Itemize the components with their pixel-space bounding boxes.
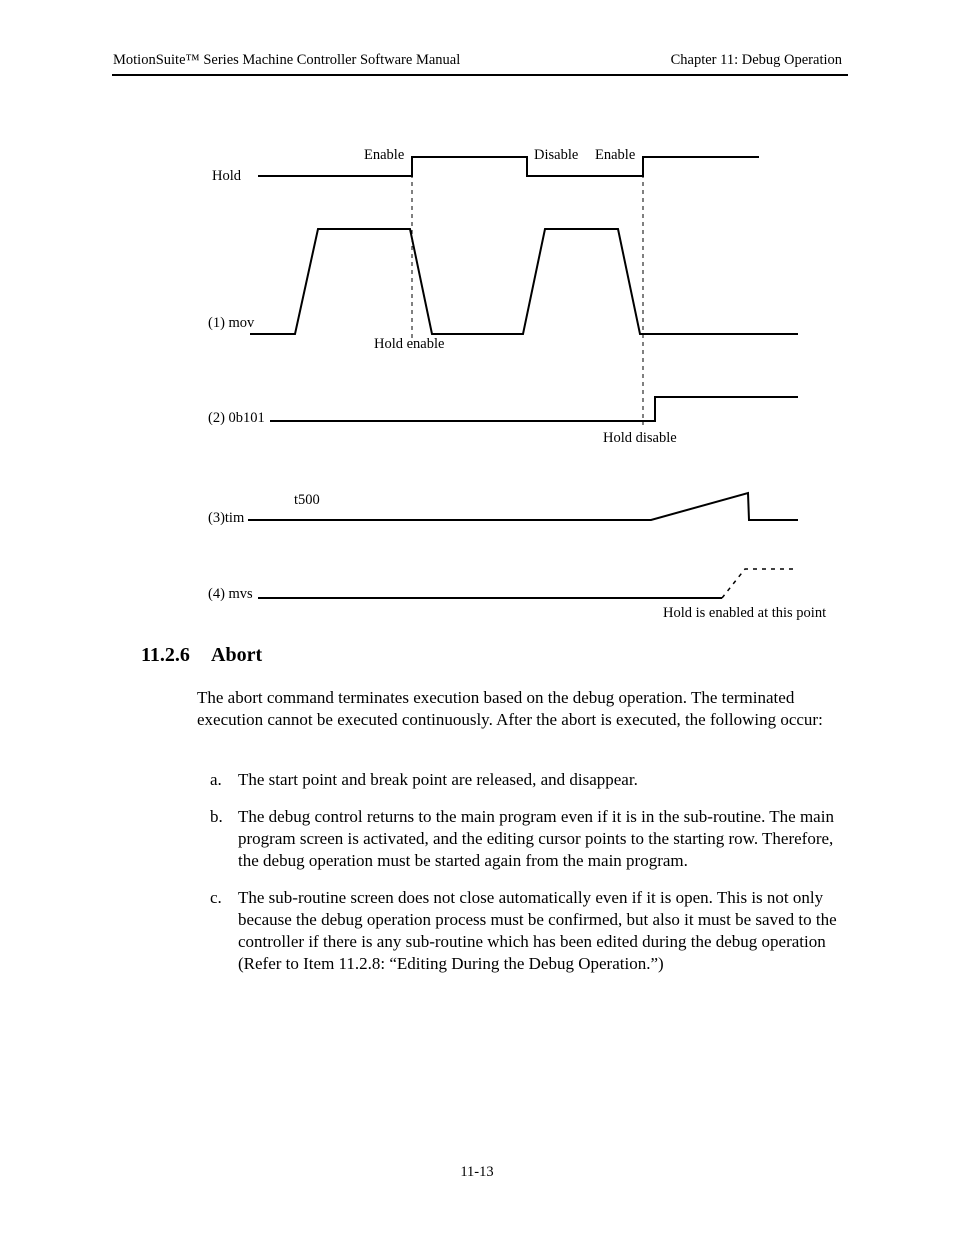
list-item-text: The start point and break point are released, and disappear.: [238, 770, 638, 789]
intro-paragraph: The abort command terminates execution based on the debug operation. The terminated execution cannot be executed continuously. After the abort is executed, the following occur:: [197, 688, 823, 729]
list-marker: c.: [210, 888, 222, 907]
label-t500: t500: [294, 492, 320, 508]
list-item: [210, 806, 850, 872]
page-number: 11-13: [460, 1164, 494, 1180]
abort-effects-list: [210, 769, 850, 990]
label-hold-point: Hold is enabled at this point: [663, 605, 827, 621]
label-tim: (3)tim: [208, 510, 245, 526]
label-hold-disable: Hold disable: [603, 430, 677, 446]
mvs-dashed-line: [722, 569, 798, 598]
label-hold-enable: Hold enable: [374, 336, 445, 352]
section-number: 11.2.6: [141, 644, 190, 666]
list-marker: b.: [210, 807, 223, 826]
section-heading: [141, 644, 262, 667]
list-item: [210, 769, 850, 791]
list-item-text: The sub-routine screen does not close automatically even if it is open. This is not only because the debug operation process must be confirmed, but also it must be saved to the controller if there is any sub-routine which has been edited during the debug operation (Refer to Item 11.2.8: “Editing During the Debug Operation.”): [238, 888, 837, 973]
header-chapter-title: Chapter 11: Debug Operation: [670, 52, 842, 68]
list-marker: a.: [210, 770, 222, 789]
label-disable: Disable: [534, 147, 579, 163]
list-item: [210, 887, 850, 975]
b0101-signal-line: [270, 397, 798, 421]
label-hold: Hold: [212, 168, 241, 184]
label-b0101: (2) 0b101: [208, 410, 265, 426]
tim-signal-line: [248, 493, 798, 520]
list-item-text: The debug control returns to the main program even if it is in the sub-routine. The main program screen is activated, and the editing cursor points to the starting row. Therefore, the debug operation must be started again from the main program.: [238, 807, 834, 870]
label-enable-2: Enable: [595, 147, 636, 163]
hold-signal-line: [258, 157, 759, 176]
label-mov: (1) mov: [208, 315, 255, 331]
header-manual-title: MotionSuite™ Series Machine Controller Software Manual: [113, 52, 461, 68]
label-mvs: (4) mvs: [208, 586, 253, 602]
mov-signal-line: [250, 229, 798, 334]
label-enable-1: Enable: [364, 147, 405, 163]
section-title: Abort: [211, 644, 263, 666]
